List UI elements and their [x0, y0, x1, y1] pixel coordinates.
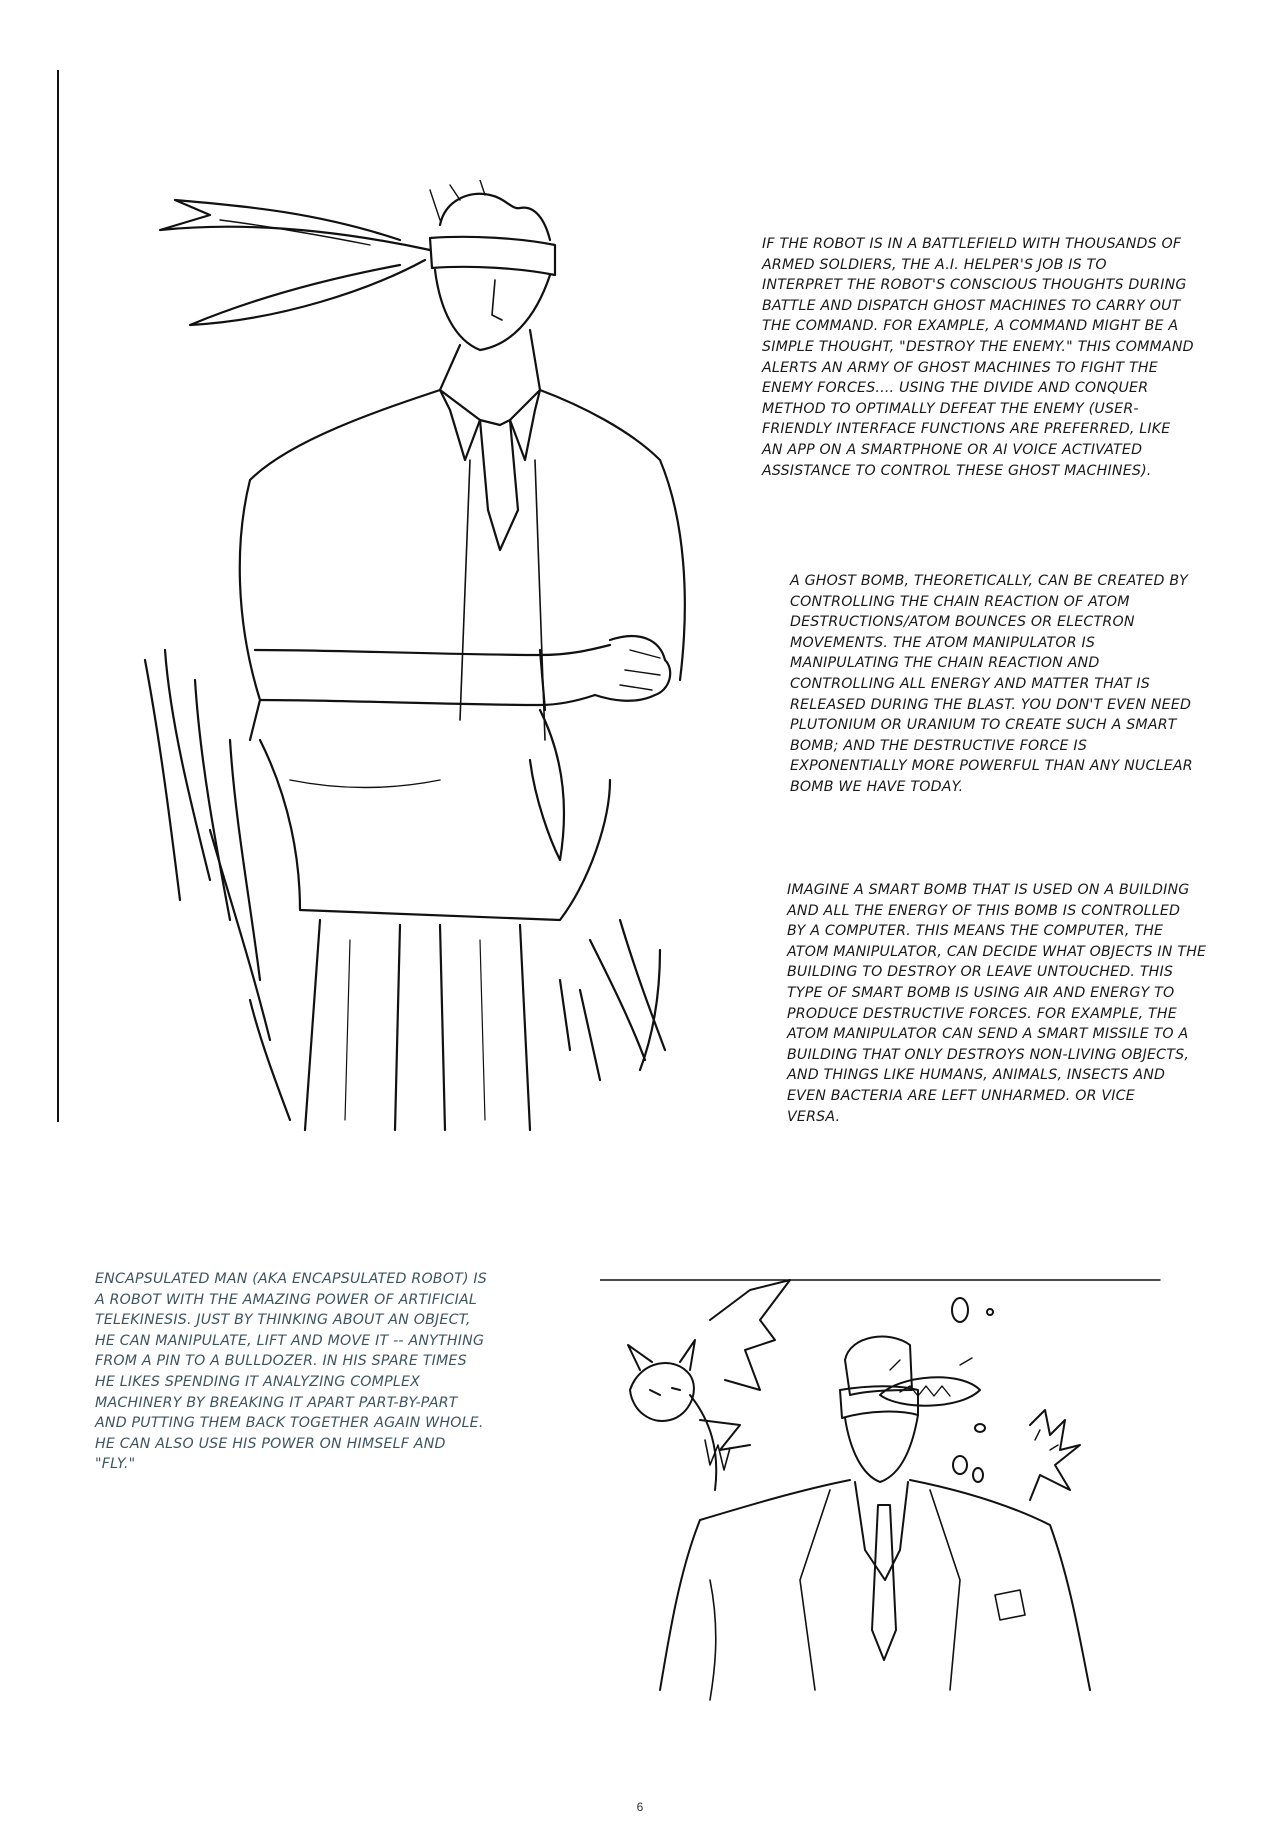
- text-line: "FLY.": [95, 1456, 136, 1473]
- text-line: IF THE ROBOT IS IN A BATTLEFIELD WITH THOUSANDS OF: [762, 236, 1182, 252]
- text-line: A ROBOT WITH THE AMAZING POWER OF ARTIFICIAL: [95, 1291, 478, 1308]
- text-line: BOMB WE HAVE TODAY.: [790, 778, 964, 795]
- text-line: BUILDING THAT ONLY DESTROYS NON-LIVING OBJECTS,: [787, 1046, 1190, 1063]
- blindfolded-man-illustration: [140, 180, 720, 1140]
- text-line: PLUTONIUM OR URANIUM TO CREATE SUCH A SMART: [790, 717, 1177, 734]
- text-line: THE COMMAND. FOR EXAMPLE, A COMMAND MIGHT BE A: [762, 318, 1179, 335]
- text-line: BOMB; AND THE DESTRUCTIVE FORCE IS: [790, 737, 1088, 754]
- text-line: ENCAPSULATED MAN (AKA ENCAPSULATED ROBOT) IS: [95, 1271, 488, 1287]
- text-line: MOVEMENTS. THE ATOM MANIPULATOR IS: [790, 634, 1096, 651]
- text-line: AND ALL THE ENERGY OF THIS BOMB IS CONTROLLED: [787, 902, 1181, 919]
- text-line: EVEN BACTERIA ARE LEFT UNHARMED. OR VICE: [787, 1087, 1135, 1104]
- text-line: CONTROLLING THE CHAIN REACTION OF ATOM: [790, 593, 1130, 610]
- text-line: IMAGINE A SMART BOMB THAT IS USED ON A BUILDING: [787, 882, 1190, 898]
- text-line: ATOM MANIPULATOR, CAN DECIDE WHAT OBJECTS IN THE: [787, 943, 1207, 960]
- encapsulated-man-illustration: [600, 1250, 1170, 1710]
- text-line: MANIPULATING THE CHAIN REACTION AND: [790, 655, 1100, 672]
- text-line: HE LIKES SPENDING IT ANALYZING COMPLEX: [95, 1373, 421, 1390]
- ghost-bomb-text-block: [790, 571, 1230, 798]
- text-line: RELEASED DURING THE BLAST. YOU DON'T EVEN NEED: [790, 696, 1192, 713]
- text-line: BATTLE AND DISPATCH GHOST MACHINES TO CARRY OUT: [762, 297, 1181, 314]
- text-line: PRODUCE DESTRUCTIVE FORCES. FOR EXAMPLE, THE: [787, 1005, 1177, 1022]
- text-line: DESTRUCTIONS/ATOM BOUNCES OR ELECTRON: [790, 614, 1135, 631]
- text-line: ALERTS AN ARMY OF GHOST MACHINES TO FIGHT THE: [762, 359, 1158, 376]
- page-number: 6: [636, 1800, 644, 1814]
- encapsulated-man-text-block: [95, 1269, 555, 1475]
- text-line: VERSA.: [787, 1108, 841, 1125]
- text-line: AND PUTTING THEM BACK TOGETHER AGAIN WHOLE.: [95, 1415, 484, 1432]
- smart-bomb-text-block: [787, 880, 1247, 1127]
- text-line: BUILDING TO DESTROY OR LEAVE UNTOUCHED. THIS: [787, 964, 1174, 981]
- text-line: A GHOST BOMB, THEORETICALLY, CAN BE CREATED BY: [790, 573, 1188, 589]
- text-line: METHOD TO OPTIMALLY DEFEAT THE ENEMY (USER-: [762, 400, 1139, 417]
- text-line: FROM A PIN TO A BULLDOZER. IN HIS SPARE TIMES: [95, 1353, 467, 1370]
- text-line: ARMED SOLDIERS, THE A.I. HELPER'S JOB IS TO: [762, 256, 1107, 273]
- text-line: TELEKINESIS. JUST BY THINKING ABOUT AN OBJECT,: [95, 1312, 471, 1329]
- text-line: EXPONENTIALLY MORE POWERFUL THAN ANY NUCLEAR: [790, 758, 1193, 775]
- text-line: ASSISTANCE TO CONTROL THESE GHOST MACHINES).: [762, 462, 1152, 479]
- text-line: BY A COMPUTER. THIS MEANS THE COMPUTER, THE: [787, 923, 1164, 940]
- text-line: ATOM MANIPULATOR CAN SEND A SMART MISSILE TO A: [787, 1026, 1189, 1043]
- text-line: HE CAN MANIPULATE, LIFT AND MOVE IT -- ANYTHING: [95, 1332, 485, 1349]
- text-line: ENEMY FORCES.... USING THE DIVIDE AND CONQUER: [762, 380, 1149, 397]
- text-line: AND THINGS LIKE HUMANS, ANIMALS, INSECTS AND: [787, 1067, 1166, 1084]
- text-line: MACHINERY BY BREAKING IT APART PART-BY-PART: [95, 1394, 458, 1411]
- text-line: INTERPRET THE ROBOT'S CONSCIOUS THOUGHTS DURING: [762, 277, 1187, 294]
- text-line: AN APP ON A SMARTPHONE OR AI VOICE ACTIVATED: [762, 441, 1143, 458]
- battlefield-text-block: [762, 234, 1232, 481]
- text-line: SIMPLE THOUGHT, "DESTROY THE ENEMY." THIS COMMAND: [762, 338, 1194, 355]
- left-margin-rule: [57, 70, 59, 1122]
- text-line: FRIENDLY INTERFACE FUNCTIONS ARE PREFERRED, LIKE: [762, 421, 1171, 438]
- text-line: HE CAN ALSO USE HIS POWER ON HIMSELF AND: [95, 1435, 446, 1452]
- text-line: CONTROLLING ALL ENERGY AND MATTER THAT IS: [790, 675, 1150, 692]
- text-line: TYPE OF SMART BOMB IS USING AIR AND ENERGY TO: [787, 984, 1175, 1001]
